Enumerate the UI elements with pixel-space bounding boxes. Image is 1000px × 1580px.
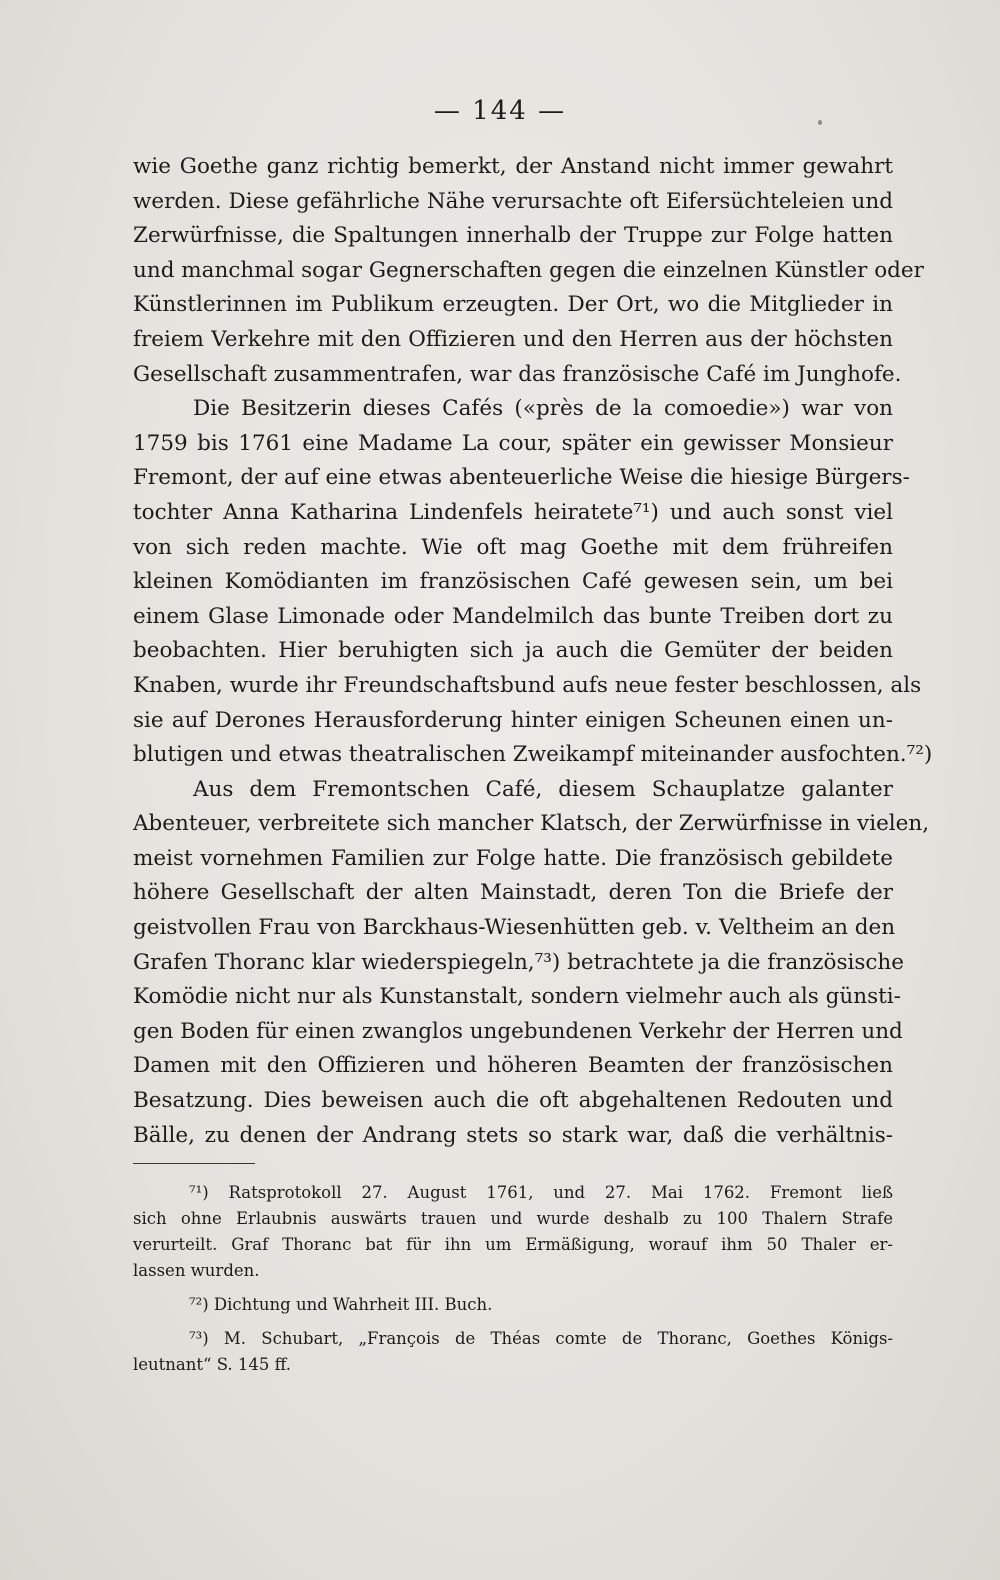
footnote	[133, 1326, 893, 1378]
footnote	[133, 1292, 893, 1318]
footnote-line: leutnant“ S. 145 ff.	[133, 1355, 292, 1374]
text-line: Aus dem Fremontschen Café, diesem Schauplatze galanter	[193, 776, 893, 802]
footnote-line: ⁷³) M. Schubart, „François de Théas comte de Thoranc, Goethes Königs-	[189, 1329, 893, 1348]
text-line: kleinen Komödianten im französischen Café gewesen sein, um bei	[133, 569, 893, 595]
text-line: werden. Diese gefährliche Nähe verursachte oft Eifersüchteleien und	[133, 188, 893, 214]
text-line: Abenteuer, verbreitete sich mancher Klatsch, der Zerwürfnisse in vielen,	[133, 811, 930, 837]
text-line: 1759 bis 1761 eine Madame La cour, später ein gewisser Monsieur	[133, 430, 893, 456]
text-line: und manchmal sogar Gegnerschaften gegen die einzelnen Künstler oder	[133, 257, 924, 283]
text-line: tochter Anna Katharina Lindenfels heiratete⁷¹) und auch sonst viel	[133, 499, 893, 525]
footnote-line: ⁷¹) Ratsprotokoll 27. August 1761, und 27. Mai 1762. Fremont ließ	[189, 1183, 893, 1202]
footnote-gap	[133, 1284, 893, 1292]
footnote-gap	[133, 1318, 893, 1326]
text-line: Die Besitzerin dieses Cafés («près de la comoedie») war von	[193, 396, 893, 422]
text-line: meist vornehmen Familien zur Folge hatte. Die französisch gebildete	[133, 845, 893, 871]
text-line: sie auf Derones Herausforderung hinter einigen Scheunen einen un-	[133, 707, 893, 733]
text-line: höhere Gesellschaft der alten Mainstadt, deren Ton die Briefe der	[133, 880, 893, 906]
text-line: beobachten. Hier beruhigten sich ja auch die Gemüter der beiden	[133, 638, 893, 664]
footnote-line: verurteilt. Graf Thoranc bat für ihn um Ermäßigung, worauf ihm 50 Thaler er-	[133, 1235, 893, 1254]
footnote-rule	[133, 1163, 255, 1164]
text-line: Bälle, zu denen der Andrang stets so stark war, daß die verhältnis-	[133, 1122, 893, 1148]
page-number: — 144 —	[433, 96, 567, 126]
text-line: Fremont, der auf eine etwas abenteuerliche Weise die hiesige Bürgers-	[133, 465, 910, 491]
text-line: Damen mit den Offizieren und höheren Beamten der französischen	[133, 1053, 893, 1079]
text-line: Komödie nicht nur als Kunstanstalt, sondern vielmehr auch als günsti-	[133, 984, 901, 1010]
text-line: von sich reden machte. Wie oft mag Goethe mit dem frühreifen	[133, 534, 893, 560]
text-line: geistvollen Frau von Barckhaus-Wiesenhütten geb. v. Veltheim an den	[133, 915, 896, 941]
body-text	[133, 150, 933, 1153]
text-line: freiem Verkehre mit den Offizieren und den Herren aus der höchsten	[133, 326, 893, 352]
text-line: einem Glase Limonade oder Mandelmilch das bunte Treiben dort zu	[133, 603, 893, 629]
footnote-line: sich ohne Erlaubnis auswärts trauen und wurde deshalb zu 100 Thalern Strafe	[133, 1209, 893, 1228]
text-line: Knaben, wurde ihr Freundschaftsbund aufs neue fester beschlossen, als	[133, 672, 922, 698]
footnote-line: lassen wurden.	[133, 1261, 260, 1280]
text-line: Zerwürfnisse, die Spaltungen innerhalb der Truppe zur Folge hatten	[133, 223, 893, 249]
text-line: gen Boden für einen zwanglos ungebundenen Verkehr der Herren und	[133, 1018, 903, 1044]
footnote	[133, 1180, 893, 1284]
footnote-line: ⁷²) Dichtung und Wahrheit III. Buch.	[189, 1295, 493, 1314]
footnotes	[133, 1180, 893, 1378]
text-line: Grafen Thoranc klar wiederspiegeln,⁷³) betrachtete ja die französische	[133, 949, 904, 975]
text-line: wie Goethe ganz richtig bemerkt, der Anstand nicht immer gewahrt	[133, 154, 893, 179]
text-line: Besatzung. Dies beweisen auch die oft abgehaltenen Redouten und	[133, 1088, 893, 1114]
text-line: blutigen und etwas theatralischen Zweikampf miteinander ausfochten.⁷²)	[133, 742, 933, 768]
text-line: Künstlerinnen im Publikum erzeugten. Der Ort, wo die Mitglieder in	[133, 292, 893, 318]
text-line: Gesellschaft zusammentrafen, war das französische Café im Junghofe.	[133, 361, 902, 387]
